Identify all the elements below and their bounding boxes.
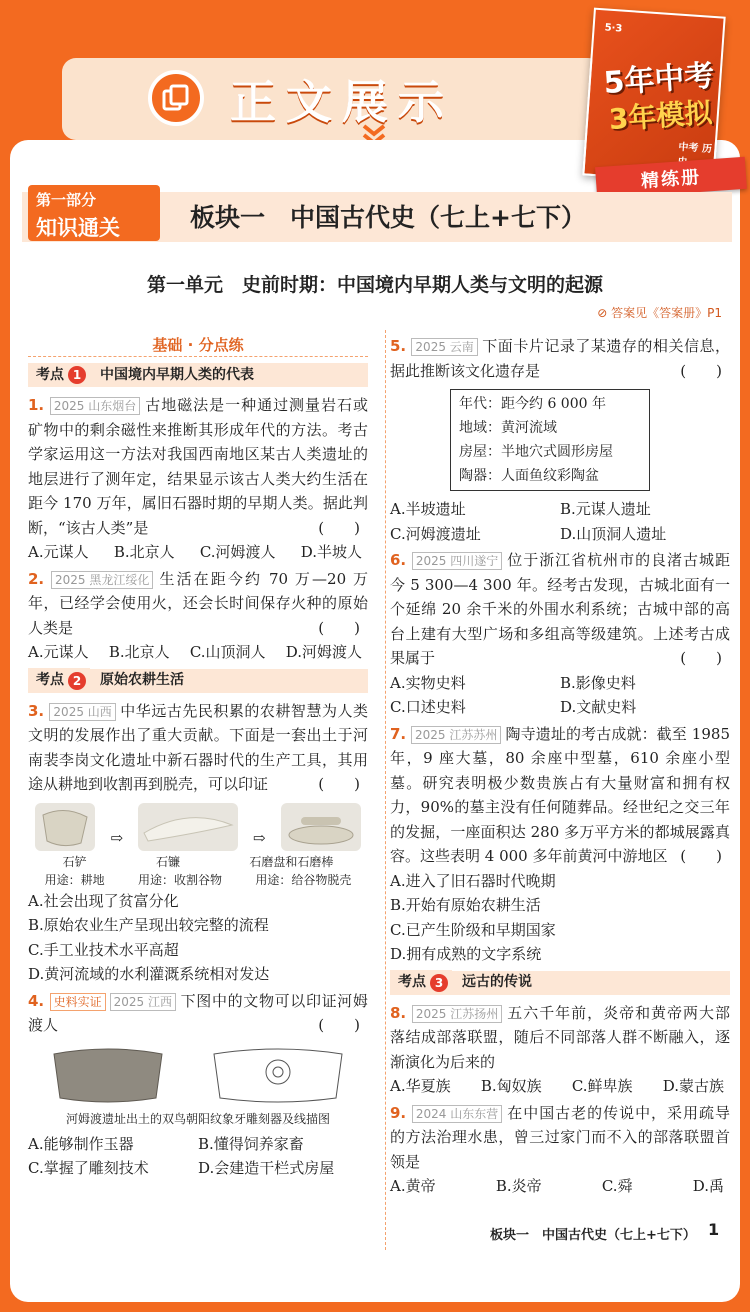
option-c[interactable]: C.手工业技术水平高超 [28,940,179,959]
options [28,540,368,565]
tools-uses [28,871,368,889]
kaodian-2 [28,669,368,693]
tool-name-1: 石铲 [62,854,87,869]
question-text: 位于浙江省杭州市的良渚古城距今 5 300—4 300 年。经考古发现，古城北面有一个延绵 20 余千米的外围水利系统；古城中部的高台上建有大型广场和多组高等级建筑。上述考古成果属于 [390,551,730,667]
option-a[interactable]: A.能够制作玉器 [28,1134,134,1153]
tool-name-2: 石镰 [155,854,180,869]
option-b[interactable]: B.影像史料 [560,673,636,692]
option-b[interactable]: B.原始农业生产呈现出较完整的流程 [28,916,269,934]
tool-use-2: 用途：收割谷物 [137,872,222,887]
option-c[interactable]: C.已产生阶级和早期国家 [390,920,556,939]
option-c[interactable]: C.河姆渡遗址 [390,524,481,543]
book-cover [582,8,725,185]
ivory-carving-photo [48,1044,168,1106]
question-6 [390,548,730,720]
question-text: 陶寺遗址的考古成就：截至 1985 年，9 座大墓，80 余座中型墓，610 余座小型墓。研究表明极少数贵族占有大量财富和拥有权力，90%的墓主没有任何随葬品。经世纪之交三年的发掘，一座面积达 280 多万平方米的都城展露真容。这些表明 4 000 多年前黄河中游地区 [390,724,730,865]
kaodian-title: 原始农耕生活 [100,672,184,689]
question-text: 下面卡片记录了某遗存的相关信息，据此推断该文化遗存是 [390,337,730,380]
link-icon: ⊘ [597,306,608,320]
question-text: 古地磁法是一种通过测量岩石或矿物中的剩余磁性来推断其形成年代的方法。考古学家运用这一方法对我国西南地区某古人类遗址的地层进行了测年定，结果显示该古人类大约生活在距今 170 万年，属旧石器时期的早期人类。据此判断，“该古人类”是 [28,396,368,537]
option-c[interactable]: C.口述史料 [390,698,466,716]
part-line2: 知识通关 [36,216,120,240]
option-d[interactable]: D.文献史料 [560,698,637,716]
question-number: 2. [28,569,45,588]
tool-name-3: 石磨盘和石磨棒 [249,854,334,869]
part-line1: 第一部分 [36,191,97,209]
question-5 [390,334,730,546]
option-a[interactable]: A.半坡遗址 [390,500,466,518]
book-subject: 中考 历史 [678,141,713,156]
book-brand: 5·3 [604,22,623,35]
info-card [450,389,650,491]
book-title-line2: 3年模拟 [607,95,714,137]
stone-shovel-image [35,803,95,851]
option-d[interactable]: D.会建造干栏式房屋 [198,1159,335,1177]
options [390,1074,730,1099]
page-number: 1 [708,1220,720,1239]
card-line-1: 年代：距今约 6 000 年 [459,396,606,412]
answer-reference-text: 答案见《答案册》P1 [611,306,722,320]
kaodian-title: 中国境内早期人类的代表 [100,366,254,383]
answer-paren: ( ) [680,649,722,667]
option-b[interactable]: B.开始有原始农耕生活 [390,896,541,914]
question-7 [390,722,730,967]
option-a[interactable]: A.实物史料 [390,673,466,692]
option-c[interactable]: C.掌握了雕刻技术 [28,1159,149,1177]
book-title-line1: 5年中考 [602,58,716,102]
question-source: 2025 江苏扬州 [412,1005,502,1023]
answer-paren: ( ) [680,847,722,865]
right-column [390,334,730,1201]
card-line-3: 房屋：半地穴式圆形房屋 [459,444,613,460]
options [390,1174,730,1199]
answer-paren: ( ) [318,775,360,793]
tool-use-3: 用途：给谷物脱壳 [255,872,352,887]
question-text: 在中国古老的传说中，采用疏导的方法治理水患，曾三过家门而不入的部落联盟首领是 [390,1103,730,1171]
option-c[interactable]: C.鲜卑族 [571,1077,633,1095]
options [390,671,730,720]
option-b[interactable]: B.北京人 [113,543,175,561]
option-b[interactable]: B.炎帝 [495,1177,542,1195]
question-number: 9. [390,1103,407,1122]
option-b[interactable]: B.匈奴族 [480,1077,542,1095]
answer-paren: ( ) [318,618,360,637]
question-text: 下图中的文物可以印证河姆渡人 [28,991,368,1034]
option-d[interactable]: D.山顶洞人遗址 [560,524,667,543]
tool-use-1: 用途：耕地 [44,872,105,887]
option-a[interactable]: A.黄帝 [390,1177,436,1195]
kaodian-1 [28,363,368,387]
arrow-icon: ⇨ [252,829,266,847]
kaodian-label: 考点 [36,672,64,689]
option-c[interactable]: C.河姆渡人 [199,543,276,561]
option-a[interactable]: A.社会出现了贫富分化 [28,891,179,910]
question-source: 2025 黑龙江绥化 [51,571,153,589]
grinding-stone-image [281,803,361,851]
option-d[interactable]: D.半坡人 [300,543,362,561]
section-heading: 基础 · 分点练 [28,334,368,357]
kaodian-number: 1 [68,366,86,384]
option-c[interactable]: C.舜 [601,1177,633,1195]
card-line-4: 陶器：人面鱼纹彩陶盆 [459,468,599,484]
question-number: 4. [28,991,45,1010]
question-8 [390,1001,730,1099]
kaodian-label: 考点 [36,366,64,383]
question-source: 2025 江西 [110,993,176,1011]
question-tag: 史料实证 [50,993,106,1011]
option-d[interactable]: D.黄河流域的水利灌溉系统相对发达 [28,965,270,983]
kaodian-3 [390,971,730,995]
option-d[interactable]: D.蒙古族 [662,1077,724,1095]
block-title: 板块一 中国古代史（七上+七下） [190,203,586,232]
options [28,640,368,665]
kaodian-number: 2 [68,672,86,690]
question-source: 2025 山东烟台 [50,397,140,415]
options [390,497,730,546]
question-text: 中华远古先民积累的农耕智慧为人类文明的发展作出了重大贡献。下面是一套出土于河南裴李岗文化遗址中新石器时代的生产工具，其用途从耕地到收割再到脱壳，可以印证 [28,701,368,793]
option-b[interactable]: B.懂得饲养家畜 [198,1134,304,1153]
question-1 [28,393,368,565]
card-line-2: 地域：黄河流域 [459,420,557,436]
answer-paren: ( ) [318,1016,360,1034]
left-column [28,334,368,1183]
question-4 [28,989,368,1181]
kaodian-number: 3 [430,974,448,992]
answer-reference [597,304,722,321]
question-source: 2025 云南 [411,338,477,356]
question-text: 生活在距今约 70 万—20 万年，已经学会使用火，还会长时间保存火种的原始人类是 [28,569,368,637]
ivory-carving-drawing [208,1044,348,1106]
options [28,1132,368,1181]
option-a[interactable]: A.进入了旧石器时代晚期 [390,871,556,890]
tools-captions [28,853,368,871]
unit-title: 第一单元 史前时期：中国境内早期人类与文明的起源 [146,274,603,296]
page-footer: 板块一 中国古代史（七上+七下） [490,1228,696,1243]
question-3 [28,699,368,987]
stone-sickle-image [138,803,238,851]
option-d[interactable]: D.禹 [692,1177,724,1195]
question-number: 1. [28,396,45,414]
option-d[interactable]: D.拥有成熟的文字系统 [390,945,542,963]
relic-caption: 河姆渡遗址出土的双鸟朝阳纹象牙雕刻器及线描图 [65,1111,330,1126]
option-c[interactable]: C.山顶洞人 [189,643,266,661]
question-number: 6. [390,551,407,569]
question-source: 2024 山东东营 [412,1105,502,1123]
relic-figure [28,1044,368,1106]
kaodian-label: 考点 [398,974,426,991]
question-source: 2025 山西 [49,703,115,721]
option-b[interactable]: B.北京人 [108,643,170,661]
question-source: 2025 江苏苏州 [411,726,501,744]
question-number: 5. [390,337,407,355]
column-divider [385,330,386,1250]
question-text: 五六千年前，炎帝和黄帝两大部落结成部落联盟，随后不同部落人群不断融入，逐渐演化为后来的 [390,1003,730,1071]
option-d[interactable]: D.河姆渡人 [285,643,362,661]
option-a[interactable]: A.元谋人 [28,643,89,661]
question-number: 8. [390,1003,407,1022]
option-a[interactable]: A.华夏族 [390,1077,451,1095]
question-number: 3. [28,701,45,720]
question-2 [28,567,368,665]
part-tag [28,185,160,241]
arrow-icon: ⇨ [110,829,124,847]
banner-title: 正文展示 [230,75,454,129]
kaodian-title: 远古的传说 [462,974,532,991]
tools-figure [28,803,368,851]
book-ribbon: 精练册 [595,157,747,199]
option-b[interactable]: B.元谋人遗址 [560,500,651,518]
question-source: 2025 四川遂宁 [412,552,502,570]
answer-paren: ( ) [318,518,360,537]
answer-paren: ( ) [680,361,722,380]
document-icon [148,70,204,126]
question-number: 7. [390,724,407,743]
option-a[interactable]: A.元谋人 [28,543,89,561]
question-9 [390,1101,730,1199]
